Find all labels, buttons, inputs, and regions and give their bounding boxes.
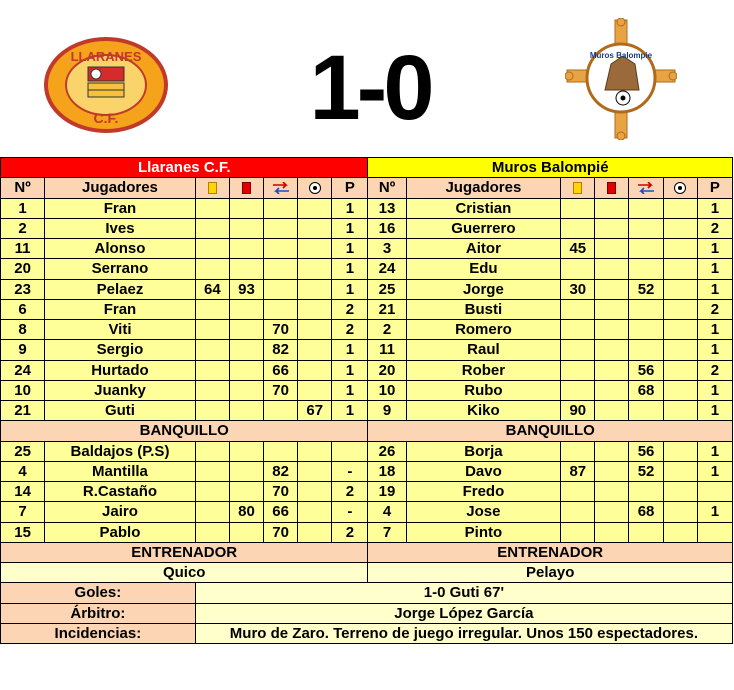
- starter-row: [1, 360, 733, 380]
- home-yellow: [195, 441, 229, 461]
- away-period: 1: [697, 279, 732, 299]
- home-period: [332, 441, 368, 461]
- away-sub: 52: [629, 279, 663, 299]
- home-player: Fran: [45, 299, 196, 319]
- starter-row: [1, 198, 733, 218]
- away-number: 11: [368, 340, 406, 360]
- home-sub: [264, 401, 298, 421]
- bench-row: [1, 482, 733, 502]
- away-sub: 52: [629, 461, 663, 481]
- home-period: 1: [332, 198, 368, 218]
- away-yellow: [561, 482, 595, 502]
- away-player: Rubo: [406, 380, 561, 400]
- away-period: 1: [697, 198, 732, 218]
- home-red: [229, 482, 263, 502]
- red-card-icon: [229, 178, 263, 198]
- info-label: Incidencias:: [1, 623, 196, 643]
- home-player: Viti: [45, 320, 196, 340]
- away-yellow: [561, 360, 595, 380]
- away-period: 2: [697, 218, 732, 238]
- home-sub: [264, 198, 298, 218]
- away-team-crest: [565, 18, 677, 140]
- info-value: Muro de Zaro. Terreno de juego irregular. Unos 150 espectadores.: [195, 623, 732, 643]
- svg-text:Muros Balompie: Muros Balompie: [589, 51, 653, 60]
- away-sub: 56: [629, 441, 663, 461]
- away-bench-label: BANQUILLO: [368, 421, 733, 441]
- away-goal: [663, 502, 697, 522]
- home-period: 1: [332, 259, 368, 279]
- home-red: [229, 360, 263, 380]
- away-red: [595, 320, 629, 340]
- home-period: -: [332, 461, 368, 481]
- home-sub: 70: [264, 320, 298, 340]
- away-period: 1: [697, 502, 732, 522]
- home-yellow: [195, 218, 229, 238]
- home-goal: [298, 320, 332, 340]
- home-player: Fran: [45, 198, 196, 218]
- away-period: 2: [697, 360, 732, 380]
- away-sub: [629, 259, 663, 279]
- away-player: Rober: [406, 360, 561, 380]
- info-row: [1, 583, 733, 603]
- home-bench-label: BANQUILLO: [1, 421, 368, 441]
- away-sub: [629, 401, 663, 421]
- away-number: 3: [368, 239, 406, 259]
- bench-row: [1, 502, 733, 522]
- home-goal: [298, 279, 332, 299]
- away-red: [595, 340, 629, 360]
- away-goal: [663, 340, 697, 360]
- away-number: 4: [368, 502, 406, 522]
- home-yellow: [195, 320, 229, 340]
- home-goal: [298, 360, 332, 380]
- home-yellow: [195, 340, 229, 360]
- away-goal: [663, 239, 697, 259]
- home-number: 25: [1, 441, 45, 461]
- home-number: 14: [1, 482, 45, 502]
- home-red: [229, 218, 263, 238]
- home-sub: [264, 218, 298, 238]
- home-goal: [298, 380, 332, 400]
- away-yellow: 90: [561, 401, 595, 421]
- away-player: Kiko: [406, 401, 561, 421]
- home-period: 1: [332, 218, 368, 238]
- home-goal: [298, 340, 332, 360]
- home-number: 1: [1, 198, 45, 218]
- away-red: [595, 279, 629, 299]
- away-sub: [629, 299, 663, 319]
- away-sub: 68: [629, 502, 663, 522]
- home-red: [229, 320, 263, 340]
- home-goal: [298, 239, 332, 259]
- home-player: Ives: [45, 218, 196, 238]
- away-sub: [629, 340, 663, 360]
- away-sub: 56: [629, 360, 663, 380]
- home-number: 10: [1, 380, 45, 400]
- away-player: Edu: [406, 259, 561, 279]
- home-yellow: [195, 401, 229, 421]
- home-sub: [264, 259, 298, 279]
- away-coach-name: Pelayo: [368, 563, 733, 583]
- starter-row: [1, 239, 733, 259]
- coach-label-row: [1, 542, 733, 562]
- home-goal: [298, 461, 332, 481]
- away-goal: [663, 299, 697, 319]
- home-goal: [298, 198, 332, 218]
- period-header: P: [332, 178, 368, 198]
- home-number: 11: [1, 239, 45, 259]
- home-yellow: [195, 360, 229, 380]
- away-sub: [629, 198, 663, 218]
- away-yellow: [561, 259, 595, 279]
- starter-row: [1, 401, 733, 421]
- home-red: [229, 198, 263, 218]
- home-player: Jairo: [45, 502, 196, 522]
- home-period: 1: [332, 279, 368, 299]
- away-yellow: [561, 380, 595, 400]
- away-period: [697, 522, 732, 542]
- away-goal: [663, 198, 697, 218]
- home-sub: 66: [264, 502, 298, 522]
- home-coach-name: Quico: [1, 563, 368, 583]
- starter-row: [1, 299, 733, 319]
- away-period: 1: [697, 320, 732, 340]
- match-score: 1-0: [309, 37, 431, 139]
- home-red: [229, 461, 263, 481]
- away-number: 19: [368, 482, 406, 502]
- info-row: [1, 603, 733, 623]
- home-red: 93: [229, 279, 263, 299]
- away-player: Aitor: [406, 239, 561, 259]
- away-sub: [629, 482, 663, 502]
- away-red: [595, 239, 629, 259]
- home-red: [229, 340, 263, 360]
- away-player: Fredo: [406, 482, 561, 502]
- home-goal: [298, 502, 332, 522]
- away-yellow: [561, 441, 595, 461]
- home-red: [229, 380, 263, 400]
- home-player: Serrano: [45, 259, 196, 279]
- away-player: Davo: [406, 461, 561, 481]
- home-yellow: [195, 522, 229, 542]
- away-goal: [663, 259, 697, 279]
- home-period: 2: [332, 482, 368, 502]
- ball-icon: [298, 178, 332, 198]
- away-yellow: 30: [561, 279, 595, 299]
- home-sub: [264, 239, 298, 259]
- away-period: 2: [697, 299, 732, 319]
- home-yellow: [195, 461, 229, 481]
- home-sub: [264, 279, 298, 299]
- away-red: [595, 218, 629, 238]
- away-player: Busti: [406, 299, 561, 319]
- yellow-card-icon: [561, 178, 595, 198]
- home-period: 2: [332, 299, 368, 319]
- home-period: -: [332, 502, 368, 522]
- away-team-name: Muros Balompié: [368, 158, 733, 178]
- home-sub: 82: [264, 340, 298, 360]
- home-sub: [264, 441, 298, 461]
- home-player: R.Castaño: [45, 482, 196, 502]
- away-player: Pinto: [406, 522, 561, 542]
- home-number: 24: [1, 360, 45, 380]
- ball-icon: [663, 178, 697, 198]
- home-goal: [298, 259, 332, 279]
- home-player: Sergio: [45, 340, 196, 360]
- away-number: 2: [368, 320, 406, 340]
- away-number: 21: [368, 299, 406, 319]
- away-goal: [663, 401, 697, 421]
- away-red: [595, 482, 629, 502]
- home-yellow: [195, 239, 229, 259]
- home-player: Pelaez: [45, 279, 196, 299]
- away-yellow: [561, 502, 595, 522]
- starter-row: [1, 259, 733, 279]
- info-value: Jorge López García: [195, 603, 732, 623]
- info-label: Goles:: [1, 583, 196, 603]
- away-goal: [663, 482, 697, 502]
- info-row: [1, 623, 733, 643]
- away-goal: [663, 522, 697, 542]
- home-red: 80: [229, 502, 263, 522]
- home-goal: [298, 441, 332, 461]
- away-red: [595, 522, 629, 542]
- home-period: 1: [332, 340, 368, 360]
- away-red: [595, 299, 629, 319]
- starter-row: [1, 279, 733, 299]
- home-period: 2: [332, 522, 368, 542]
- away-period: 1: [697, 441, 732, 461]
- away-period: 1: [697, 461, 732, 481]
- home-sub: 70: [264, 482, 298, 502]
- away-goal: [663, 279, 697, 299]
- away-yellow: [561, 299, 595, 319]
- home-number: 4: [1, 461, 45, 481]
- home-yellow: [195, 299, 229, 319]
- away-red: [595, 502, 629, 522]
- players-header: Jugadores: [406, 178, 561, 198]
- period-header: P: [697, 178, 732, 198]
- away-player: Romero: [406, 320, 561, 340]
- away-red: [595, 360, 629, 380]
- home-sub: 66: [264, 360, 298, 380]
- home-player: Baldajos (P.S): [45, 441, 196, 461]
- number-header: Nº: [1, 178, 45, 198]
- home-player: Alonso: [45, 239, 196, 259]
- away-goal: [663, 380, 697, 400]
- away-sub: 68: [629, 380, 663, 400]
- home-period: 1: [332, 401, 368, 421]
- away-sub: [629, 320, 663, 340]
- starter-row: [1, 218, 733, 238]
- away-red: [595, 461, 629, 481]
- away-sub: [629, 522, 663, 542]
- away-player: Cristian: [406, 198, 561, 218]
- away-goal: [663, 360, 697, 380]
- away-number: 10: [368, 380, 406, 400]
- starter-row: [1, 320, 733, 340]
- away-yellow: [561, 218, 595, 238]
- away-number: 7: [368, 522, 406, 542]
- home-goal: [298, 299, 332, 319]
- home-period: 1: [332, 380, 368, 400]
- home-yellow: [195, 198, 229, 218]
- home-sub: 70: [264, 380, 298, 400]
- home-number: 9: [1, 340, 45, 360]
- away-yellow: [561, 320, 595, 340]
- away-number: 20: [368, 360, 406, 380]
- away-red: [595, 401, 629, 421]
- away-yellow: [561, 198, 595, 218]
- away-period: 1: [697, 259, 732, 279]
- home-sub: 82: [264, 461, 298, 481]
- bench-label-row: [1, 421, 733, 441]
- home-sub: [264, 299, 298, 319]
- away-period: [697, 482, 732, 502]
- away-red: [595, 198, 629, 218]
- home-yellow: [195, 380, 229, 400]
- home-number: 6: [1, 299, 45, 319]
- home-number: 15: [1, 522, 45, 542]
- info-value: 1-0 Guti 67': [195, 583, 732, 603]
- away-red: [595, 259, 629, 279]
- home-period: 1: [332, 239, 368, 259]
- away-number: 24: [368, 259, 406, 279]
- home-goal: 67: [298, 401, 332, 421]
- svg-text:LLARANES: LLARANES: [70, 49, 142, 64]
- home-team-crest: [44, 37, 168, 133]
- home-coach-label: ENTRENADOR: [1, 542, 368, 562]
- away-yellow: [561, 522, 595, 542]
- yellow-card-icon: [195, 178, 229, 198]
- home-red: [229, 239, 263, 259]
- column-header-row: [1, 178, 733, 198]
- away-number: 26: [368, 441, 406, 461]
- home-red: [229, 441, 263, 461]
- home-number: 2: [1, 218, 45, 238]
- away-sub: [629, 218, 663, 238]
- home-period: 2: [332, 320, 368, 340]
- home-goal: [298, 482, 332, 502]
- away-number: 9: [368, 401, 406, 421]
- away-player: Jorge: [406, 279, 561, 299]
- bench-row: [1, 522, 733, 542]
- away-sub: [629, 239, 663, 259]
- away-period: 1: [697, 380, 732, 400]
- info-label: Árbitro:: [1, 603, 196, 623]
- home-number: 7: [1, 502, 45, 522]
- away-red: [595, 380, 629, 400]
- home-player: Mantilla: [45, 461, 196, 481]
- away-coach-label: ENTRENADOR: [368, 542, 733, 562]
- home-player: Guti: [45, 401, 196, 421]
- away-player: Jose: [406, 502, 561, 522]
- home-number: 21: [1, 401, 45, 421]
- home-sub: 70: [264, 522, 298, 542]
- away-number: 18: [368, 461, 406, 481]
- home-number: 23: [1, 279, 45, 299]
- home-player: Hurtado: [45, 360, 196, 380]
- home-red: [229, 401, 263, 421]
- players-header: Jugadores: [45, 178, 196, 198]
- home-yellow: [195, 482, 229, 502]
- away-yellow: [561, 340, 595, 360]
- away-period: 1: [697, 239, 732, 259]
- home-number: 20: [1, 259, 45, 279]
- coach-name-row: [1, 563, 733, 583]
- starter-row: [1, 380, 733, 400]
- svg-text:C.F.: C.F.: [93, 110, 119, 126]
- away-number: 25: [368, 279, 406, 299]
- away-player: Borja: [406, 441, 561, 461]
- substitution-icon: [264, 178, 298, 198]
- away-number: 16: [368, 218, 406, 238]
- bench-row: [1, 461, 733, 481]
- away-yellow: 45: [561, 239, 595, 259]
- match-sheet: [0, 157, 733, 644]
- away-player: Raul: [406, 340, 561, 360]
- away-goal: [663, 441, 697, 461]
- away-goal: [663, 320, 697, 340]
- home-red: [229, 299, 263, 319]
- home-team-name: Llaranes C.F.: [1, 158, 368, 178]
- starter-row: [1, 340, 733, 360]
- home-red: [229, 259, 263, 279]
- away-number: 13: [368, 198, 406, 218]
- home-player: Juanky: [45, 380, 196, 400]
- substitution-icon: [629, 178, 663, 198]
- home-yellow: 64: [195, 279, 229, 299]
- away-player: Guerrero: [406, 218, 561, 238]
- away-period: 1: [697, 340, 732, 360]
- red-card-icon: [595, 178, 629, 198]
- home-player: Pablo: [45, 522, 196, 542]
- match-header: [0, 0, 734, 157]
- home-red: [229, 522, 263, 542]
- home-number: 8: [1, 320, 45, 340]
- home-goal: [298, 218, 332, 238]
- away-yellow: 87: [561, 461, 595, 481]
- home-yellow: [195, 502, 229, 522]
- away-goal: [663, 218, 697, 238]
- home-goal: [298, 522, 332, 542]
- away-goal: [663, 461, 697, 481]
- home-period: 1: [332, 360, 368, 380]
- number-header: Nº: [368, 178, 406, 198]
- away-period: 1: [697, 401, 732, 421]
- bench-row: [1, 441, 733, 461]
- away-red: [595, 441, 629, 461]
- home-yellow: [195, 259, 229, 279]
